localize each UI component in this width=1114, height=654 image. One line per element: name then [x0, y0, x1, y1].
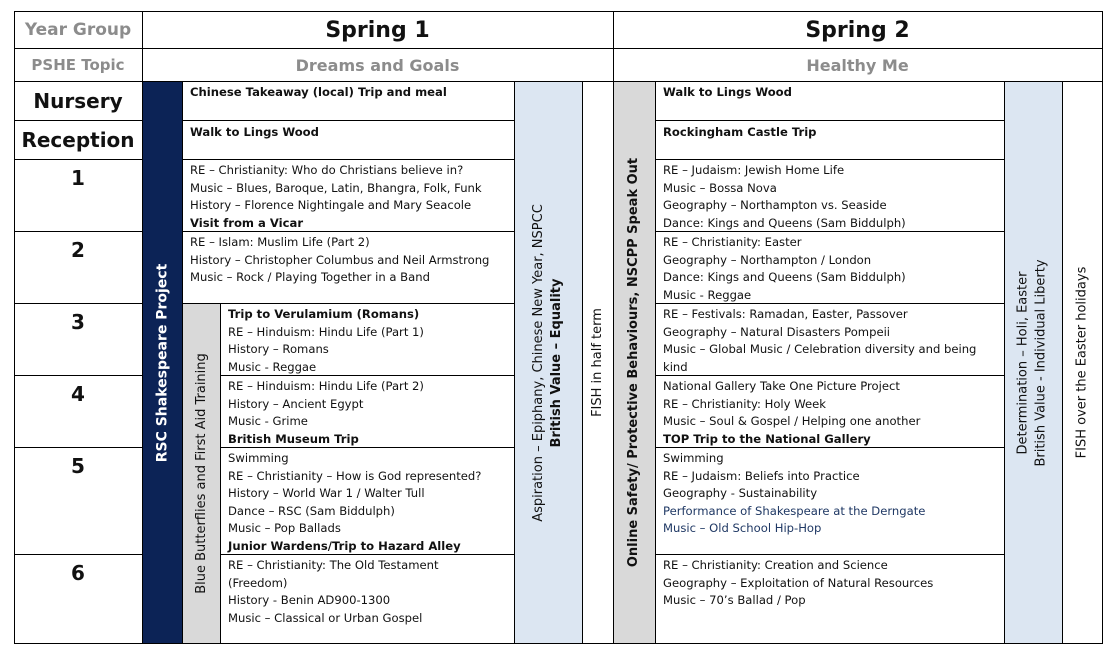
- cell-line: Music – Blues, Baroque, Latin, Bhangra, Folk, Funk: [190, 180, 482, 195]
- spring1-year4-cell: [220, 376, 514, 447]
- grid-line: [182, 303, 514, 304]
- cell-line: British Museum Trip: [228, 431, 359, 446]
- cell-line: Dance: Kings and Queens (Sam Biddulph): [663, 215, 906, 230]
- grid-line: [655, 375, 1004, 376]
- spring2-topic: Healthy Me: [806, 55, 909, 75]
- cell-line: RE – Judaism: Beliefs into Practice: [663, 468, 860, 483]
- cell-line: (Freedom): [228, 575, 288, 590]
- blue-butterflies-label: Blue Butterflies and First Aid Training: [193, 353, 209, 594]
- cell-line: Geography - Sustainability: [663, 486, 818, 501]
- grid-line: [514, 82, 515, 644]
- grid-line: [14, 231, 142, 232]
- grid-line: [182, 82, 183, 644]
- year-label-4: 4: [71, 382, 85, 406]
- cell-line: Music – Classical or Urban Gospel: [228, 610, 423, 625]
- spring2-year4-cell: [655, 376, 1004, 447]
- cell-line: Trip to Verulamium (Romans): [228, 307, 420, 321]
- spring1-year5-cell: [220, 448, 514, 554]
- cell-line: RE – Hinduism: Hindu Life (Part 2): [228, 379, 424, 393]
- cell-line: Geography – Northampton / London: [663, 252, 872, 267]
- grid-line: [14, 11, 15, 644]
- cell-line: History – Ancient Egypt: [228, 396, 364, 411]
- aspiration-line1: Aspiration – Epiphany, Chinese New Year, NSPCC: [531, 203, 546, 522]
- spring2-nursery-cell: [655, 82, 1004, 120]
- cell-line: Music – Global Music / Celebration diversity and being: [663, 342, 977, 357]
- cell-line: Music – Old School Hip-Hop: [663, 521, 822, 536]
- spring1-title: Spring 1: [325, 17, 430, 43]
- grid-line: [220, 447, 514, 448]
- cell-line: RE – Festivals: Ramadan, Easter, Passover: [663, 307, 908, 321]
- grid-line: [655, 159, 1004, 160]
- cell-line: RE – Christianity – How is God represented?: [228, 468, 482, 483]
- fish-half-term-band: [582, 82, 613, 643]
- spring1-year2-cell: [182, 232, 514, 303]
- grid-line: [14, 303, 142, 304]
- grid-line: [655, 303, 1004, 304]
- grid-line: [1062, 82, 1063, 644]
- cell-line: RE – Christianity: Who do Christians believe in?: [190, 163, 464, 177]
- grid-line: [220, 554, 514, 555]
- grid-line: [14, 554, 142, 555]
- cell-line: kind: [663, 359, 688, 374]
- cell-line: Performance of Shakespeare at the Derngate: [663, 503, 926, 518]
- spring1-reception-cell: [182, 121, 514, 159]
- grid-line: [1102, 11, 1103, 644]
- cell-line: Junior Wardens/Trip to Hazard Alley: [228, 538, 461, 553]
- cell-line: Music - Reggae: [663, 287, 752, 302]
- grid-line: [14, 11, 1103, 12]
- grid-line: [655, 554, 1004, 555]
- spring2-year5-cell: [655, 448, 1004, 554]
- cell-line: RE – Christianity: Easter: [663, 235, 802, 249]
- spring2-year6-cell: [655, 555, 1004, 643]
- spring1-year3-cell: [220, 304, 514, 375]
- cell-line: Walk to Lings Wood: [190, 125, 319, 139]
- cell-line: RE – Islam: Muslim Life (Part 2): [190, 235, 370, 249]
- cell-line: History - Benin AD900-1300: [228, 593, 391, 608]
- cell-line: Walk to Lings Wood: [663, 85, 792, 99]
- cell-line: Swimming: [663, 451, 724, 465]
- determination-line2: British Value - Individual Liberty: [1034, 258, 1050, 467]
- grid-line: [14, 159, 142, 160]
- cell-line: Music – Bossa Nova: [663, 180, 777, 195]
- grid-line: [14, 375, 142, 376]
- year-label-1: 1: [71, 166, 85, 190]
- grid-line: [655, 82, 656, 644]
- cell-line: Music - Grime: [228, 414, 308, 429]
- grid-line: [142, 11, 143, 644]
- grid-line: [613, 11, 614, 644]
- fish-easter-label: FISH over the Easter holidays: [1074, 266, 1090, 459]
- year-label-2: 2: [71, 238, 85, 262]
- grid-line: [582, 82, 583, 644]
- cell-line: TOP Trip to the National Gallery: [663, 431, 871, 446]
- cell-line: Geography – Exploitation of Natural Resources: [663, 575, 934, 590]
- grid-line: [1004, 82, 1005, 644]
- cell-line: Music – 70’s Ballad / Pop: [663, 593, 806, 608]
- grid-line: [182, 159, 514, 160]
- grid-line: [14, 81, 1103, 82]
- spring2-title: Spring 2: [805, 17, 910, 43]
- spring1-nursery-cell: [182, 82, 514, 120]
- rsc-shakespeare-band: [142, 82, 182, 643]
- cell-line: History – Florence Nightingale and Mary Seacole: [190, 198, 472, 213]
- spring2-year1-cell: [655, 160, 1004, 231]
- cell-line: Dance: Kings and Queens (Sam Biddulph): [663, 270, 906, 285]
- year-group-header: Year Group: [24, 20, 132, 40]
- cell-line: RE – Christianity: Holy Week: [663, 396, 826, 411]
- online-safety-label: Online Safety/ Protective Behaviours, NSCPP Speak Out: [626, 157, 642, 568]
- cell-line: Geography – Northampton vs. Seaside: [663, 198, 887, 213]
- determination-band: [1004, 82, 1062, 643]
- spring2-year3-cell: [655, 304, 1004, 375]
- spring2-year2-cell: [655, 232, 1004, 303]
- blue-butterflies-band: [182, 304, 220, 643]
- cell-line: RE – Hinduism: Hindu Life (Part 1): [228, 324, 424, 339]
- year-label-3: 3: [71, 310, 85, 334]
- cell-line: Dance – RSC (Sam Biddulph): [228, 503, 395, 518]
- spring1-year6-cell: [220, 555, 514, 643]
- fish-half-term-label: FISH in half term: [590, 308, 606, 417]
- rsc-shakespeare-label: RSC Shakespeare Project: [154, 263, 171, 462]
- cell-line: History – Christopher Columbus and Neil Armstrong: [190, 252, 490, 267]
- cell-line: Chinese Takeaway (local) Trip and meal: [190, 85, 447, 99]
- cell-line: Visit from a Vicar: [190, 215, 304, 230]
- year-label-reception: Reception: [21, 128, 135, 152]
- cell-line: RE – Christianity: The Old Testament: [228, 558, 439, 572]
- grid-line: [220, 375, 514, 376]
- grid-line: [14, 447, 142, 448]
- grid-line: [182, 231, 514, 232]
- aspiration-line2: British Value – Equality: [549, 278, 564, 447]
- cell-line: Music – Soul & Gospel / Helping one another: [663, 414, 921, 429]
- cell-line: Geography – Natural Disasters Pompeii: [663, 324, 891, 339]
- grid-line: [14, 643, 1103, 644]
- grid-line: [220, 304, 221, 644]
- spring2-reception-cell: [655, 121, 1004, 159]
- grid-line: [655, 447, 1004, 448]
- cell-line: Swimming: [228, 451, 289, 465]
- year-label-5: 5: [71, 454, 85, 478]
- cell-line: History – Romans: [228, 342, 329, 357]
- grid-line: [182, 120, 514, 121]
- cell-line: Music – Pop Ballads: [228, 521, 341, 536]
- determination-line1: Determination – Holi, Easter: [1016, 271, 1032, 454]
- cell-line: Music – Rock / Playing Together in a Band: [190, 270, 430, 285]
- grid-line: [14, 48, 1103, 49]
- cell-line: History – World War 1 / Walter Tull: [228, 486, 425, 501]
- year-label-nursery: Nursery: [33, 89, 123, 113]
- cell-line: Music - Reggae: [228, 359, 317, 374]
- year-label-6: 6: [71, 561, 85, 585]
- grid-line: [655, 231, 1004, 232]
- cell-line: RE – Christianity: Creation and Science: [663, 558, 888, 572]
- grid-line: [14, 120, 142, 121]
- online-safety-band: [613, 82, 655, 643]
- grid-line: [655, 120, 1004, 121]
- spring1-year1-cell: [182, 160, 514, 231]
- fish-easter-band: [1062, 82, 1102, 643]
- aspiration-band: [514, 82, 582, 643]
- cell-line: Rockingham Castle Trip: [663, 125, 817, 139]
- pshe-topic-header: PSHE Topic: [31, 56, 125, 74]
- cell-line: RE – Judaism: Jewish Home Life: [663, 163, 845, 177]
- spring1-topic: Dreams and Goals: [295, 55, 460, 75]
- cell-line: National Gallery Take One Picture Project: [663, 379, 900, 393]
